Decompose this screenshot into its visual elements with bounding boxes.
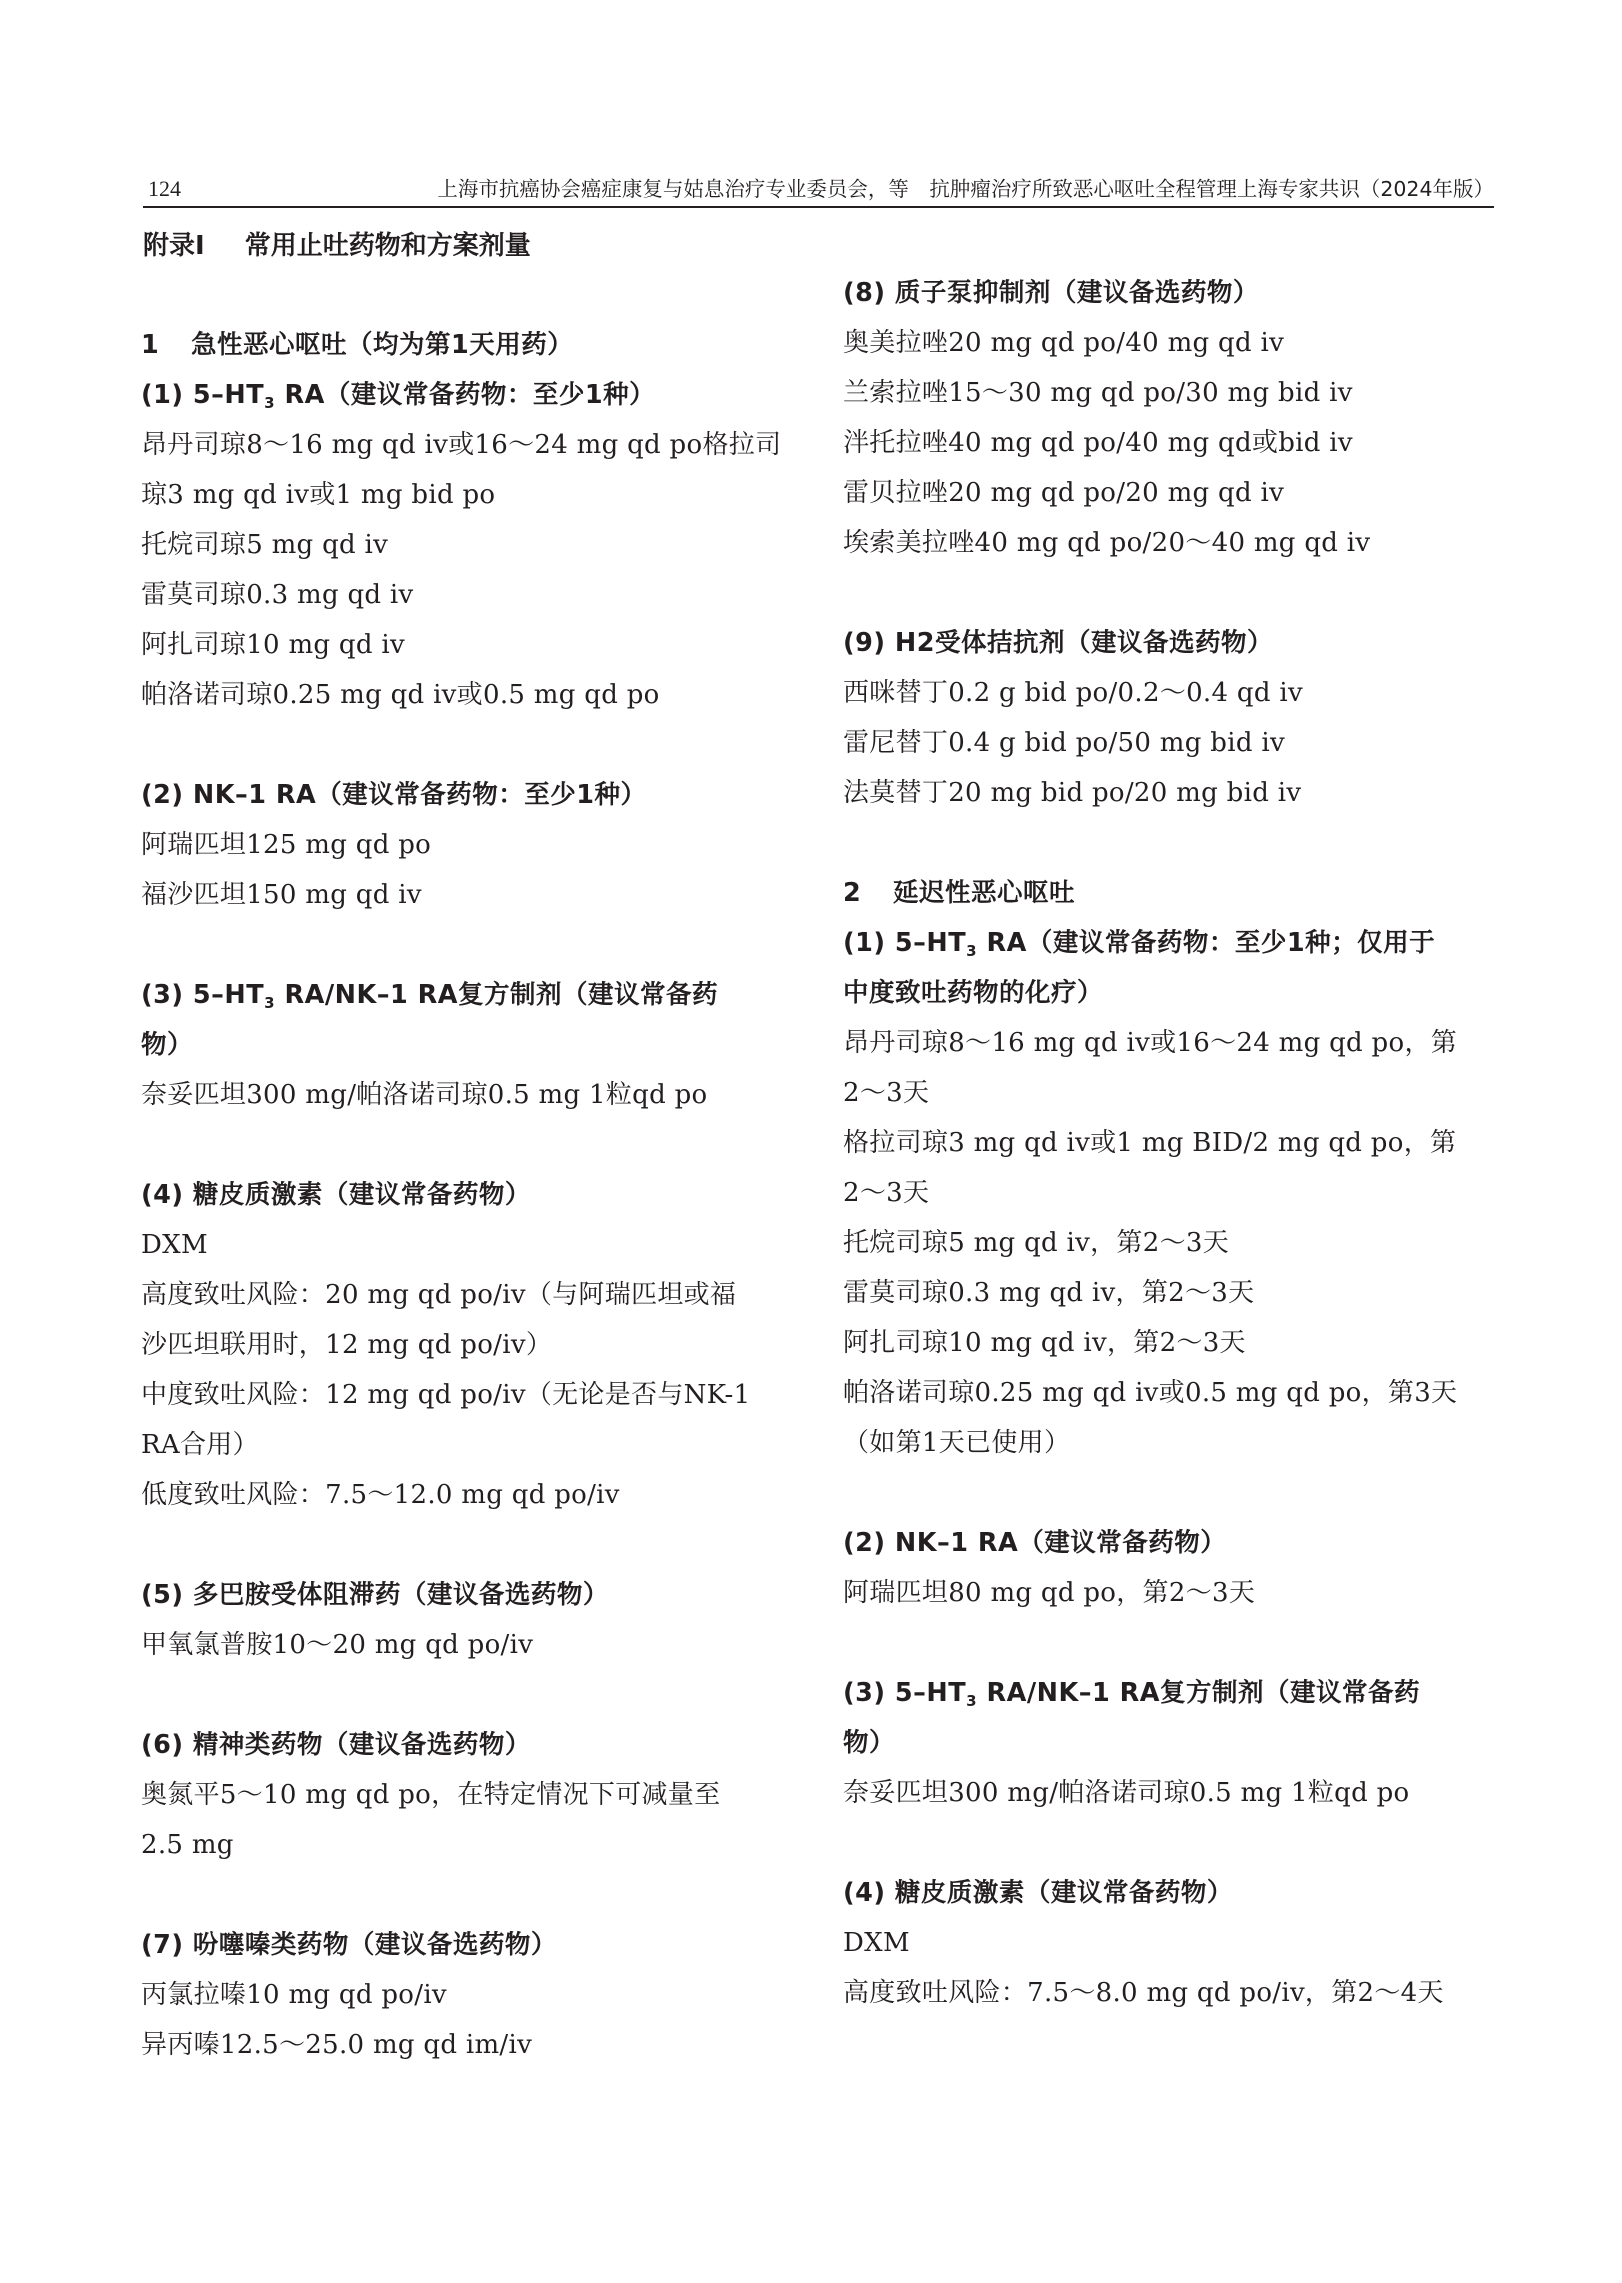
dosage-line (141, 1370, 781, 1420)
line-text: 雷莫司琼0.3 mg qd iv (141, 580, 414, 610)
dosage-line (843, 1168, 1483, 1218)
heading-text: RA/NK–1 RA复方制剂（建议常备药 (977, 1678, 1421, 1708)
dosage-line (141, 620, 781, 670)
line-text: 2.5 mg (141, 1830, 234, 1860)
running-header (143, 172, 1494, 208)
appendix-title: 常用止吐药物和方案剂量 (244, 231, 531, 261)
heading-text: 急性恶心呕吐（均为第1天用药） (191, 330, 574, 360)
dosage-line (843, 718, 1483, 768)
dosage-line (141, 1470, 781, 1520)
line-text: 沙匹坦联用时，12 mg qd po/iv） (141, 1330, 553, 1360)
line-text: 福沙匹坦150 mg qd iv (141, 880, 422, 910)
heading-text: (1) 5–HT (141, 380, 265, 410)
line-text: 托烷司琼5 mg qd iv，第2～3天 (843, 1228, 1230, 1258)
line-text: 泮托拉唑40 mg qd po/40 mg qd或bid iv (843, 428, 1353, 458)
line-text: 昂丹司琼8～16 mg qd iv或16～24 mg qd po格拉司 (141, 430, 782, 460)
line-text: 埃索美拉唑40 mg qd po/20～40 mg qd iv (843, 528, 1371, 558)
dosage-line (141, 870, 781, 920)
subscript: 3 (264, 994, 276, 1012)
section-heading (843, 1518, 1483, 1568)
section-heading (141, 770, 781, 820)
dosage-line (141, 1970, 781, 2020)
dosage-line (843, 668, 1483, 718)
line-text: 异丙嗪12.5～25.0 mg qd im/iv (141, 2030, 533, 2060)
heading-text: 延迟性恶心呕吐 (893, 878, 1076, 908)
line-text: RA合用） (141, 1430, 259, 1460)
line-text: 奥氮平5～10 mg qd po，在特定情况下可减量至 (141, 1780, 721, 1810)
heading-text: (8) 质子泵抑制剂（建议备选药物） (843, 278, 1259, 308)
heading-text: (9) H2受体拮抗剂（建议备选药物） (843, 628, 1274, 658)
heading-text: (5) 多巴胺受体阻滞药（建议备选药物） (141, 1580, 609, 1610)
dosage-line (843, 418, 1483, 468)
heading-text: RA（建议常备药物：至少1种；仅用于 (977, 928, 1436, 958)
line-text: 奈妥匹坦300 mg/帕洛诺司琼0.5 mg 1粒qd po (141, 1080, 708, 1110)
line-text: 奥美拉唑20 mg qd po/40 mg qd iv (843, 328, 1285, 358)
section-heading (843, 918, 1483, 968)
dosage-line (843, 518, 1483, 568)
dosage-line (843, 1268, 1483, 1318)
section-heading (843, 1868, 1483, 1918)
section-number: 2 (843, 878, 862, 908)
section-heading (141, 1020, 781, 1070)
line-text: DXM (141, 1230, 208, 1260)
line-text: 帕洛诺司琼0.25 mg qd iv或0.5 mg qd po，第3天 (843, 1378, 1458, 1408)
section-heading (843, 618, 1483, 668)
line-text: （如第1天已使用） (843, 1428, 1071, 1458)
line-text: 雷莫司琼0.3 mg qd iv，第2～3天 (843, 1278, 1255, 1308)
dosage-line (141, 1420, 781, 1470)
heading-text: 物） (843, 1728, 896, 1758)
line-text: 阿扎司琼10 mg qd iv (141, 630, 405, 660)
line-text: 阿扎司琼10 mg qd iv，第2～3天 (843, 1328, 1246, 1358)
line-text: 丙氯拉嗪10 mg qd po/iv (141, 1980, 447, 2010)
appendix-label: 附录Ⅰ (143, 231, 205, 261)
heading-text: RA（建议常备药物：至少1种） (275, 380, 656, 410)
heading-text: RA/NK–1 RA复方制剂（建议常备药 (275, 980, 719, 1010)
section-heading (843, 268, 1483, 318)
heading-text: (3) 5–HT (141, 980, 265, 1010)
heading-text: (7) 吩噻嗪类药物（建议备选药物） (141, 1930, 557, 1960)
dosage-line (843, 1768, 1483, 1818)
subscript: 3 (966, 942, 978, 960)
dosage-line (141, 520, 781, 570)
dosage-line (843, 1418, 1483, 1468)
dosage-line (141, 1620, 781, 1670)
section-heading (141, 1170, 781, 1220)
subscript: 3 (264, 394, 276, 412)
section-heading (141, 1570, 781, 1620)
heading-text: (3) 5–HT (843, 1678, 967, 1708)
appendix-heading (143, 226, 531, 266)
line-text: 奈妥匹坦300 mg/帕洛诺司琼0.5 mg 1粒qd po (843, 1778, 1410, 1808)
section-heading (141, 970, 781, 1020)
heading-text: (2) NK–1 RA（建议常备药物） (843, 1528, 1227, 1558)
running-title: 上海市抗癌协会癌症康复与姑息治疗专业委员会，等 抗肿瘤治疗所致恶心呕吐全程管理上海专家共识（2024年版） (437, 177, 1494, 201)
heading-text: 物） (141, 1030, 194, 1060)
heading-text: (2) NK–1 RA（建议常备药物：至少1种） (141, 780, 647, 810)
dosage-line (843, 1068, 1483, 1118)
dosage-line (141, 1770, 781, 1820)
section-number: 1 (141, 330, 160, 360)
dosage-line (141, 670, 781, 720)
dosage-line (843, 768, 1483, 818)
dosage-line (843, 1968, 1483, 2018)
section-heading (141, 1720, 781, 1770)
line-text: 中度致吐风险：12 mg qd po/iv（无论是否与NK-1 (141, 1380, 751, 1410)
section-heading (141, 370, 781, 420)
dosage-line (843, 1118, 1483, 1168)
line-text: 托烷司琼5 mg qd iv (141, 530, 389, 560)
heading-text: (6) 精神类药物（建议备选药物） (141, 1730, 531, 1760)
dosage-line (141, 1820, 781, 1870)
line-text: 帕洛诺司琼0.25 mg qd iv或0.5 mg qd po (141, 680, 660, 710)
heading-text: (4) 糖皮质激素（建议常备药物） (141, 1180, 531, 1210)
dosage-line (141, 1070, 781, 1120)
line-text: 西咪替丁0.2 g bid po/0.2～0.4 qd iv (843, 678, 1303, 708)
section-heading (141, 320, 781, 370)
dosage-line (843, 1568, 1483, 1618)
line-text: 格拉司琼3 mg qd iv或1 mg BID/2 mg qd po，第 (843, 1128, 1457, 1158)
page-number: 124 (148, 176, 181, 201)
dosage-line (843, 1318, 1483, 1368)
dosage-line (141, 820, 781, 870)
line-text: DXM (843, 1928, 910, 1958)
dosage-line (843, 1918, 1483, 1968)
line-text: 阿瑞匹坦80 mg qd po，第2～3天 (843, 1578, 1256, 1608)
line-text: 琼3 mg qd iv或1 mg bid po (141, 480, 496, 510)
dosage-line (141, 1220, 781, 1270)
line-text: 2～3天 (843, 1078, 930, 1108)
dosage-line (141, 1270, 781, 1320)
dosage-line (141, 470, 781, 520)
section-heading (141, 1920, 781, 1970)
line-text: 昂丹司琼8～16 mg qd iv或16～24 mg qd po，第 (843, 1028, 1458, 1058)
line-text: 法莫替丁20 mg bid po/20 mg bid iv (843, 778, 1302, 808)
section-heading (843, 1718, 1483, 1768)
dosage-line (141, 2020, 781, 2070)
dosage-line (141, 420, 781, 470)
dosage-line (843, 468, 1483, 518)
section-heading (843, 868, 1483, 918)
subscript: 3 (966, 1692, 978, 1710)
dosage-line (843, 318, 1483, 368)
dosage-line (843, 1018, 1483, 1068)
dosage-line (843, 368, 1483, 418)
section-heading (843, 1668, 1483, 1718)
section-heading (843, 968, 1483, 1018)
line-text: 兰索拉唑15～30 mg qd po/30 mg bid iv (843, 378, 1353, 408)
dosage-line (141, 570, 781, 620)
line-text: 高度致吐风险：20 mg qd po/iv（与阿瑞匹坦或福 (141, 1280, 737, 1310)
heading-text: (4) 糖皮质激素（建议常备药物） (843, 1878, 1233, 1908)
dosage-line (843, 1368, 1483, 1418)
line-text: 雷贝拉唑20 mg qd po/20 mg qd iv (843, 478, 1285, 508)
dosage-line (843, 1218, 1483, 1268)
line-text: 甲氧氯普胺10～20 mg qd po/iv (141, 1630, 534, 1660)
line-text: 雷尼替丁0.4 g bid po/50 mg bid iv (843, 728, 1285, 758)
line-text: 2～3天 (843, 1178, 930, 1208)
heading-text: 中度致吐药物的化疗） (843, 978, 1104, 1008)
line-text: 高度致吐风险：7.5～8.0 mg qd po/iv，第2～4天 (843, 1978, 1444, 2008)
dosage-line (141, 1320, 781, 1370)
heading-text: (1) 5–HT (843, 928, 967, 958)
line-text: 阿瑞匹坦125 mg qd po (141, 830, 432, 860)
line-text: 低度致吐风险：7.5～12.0 mg qd po/iv (141, 1480, 620, 1510)
